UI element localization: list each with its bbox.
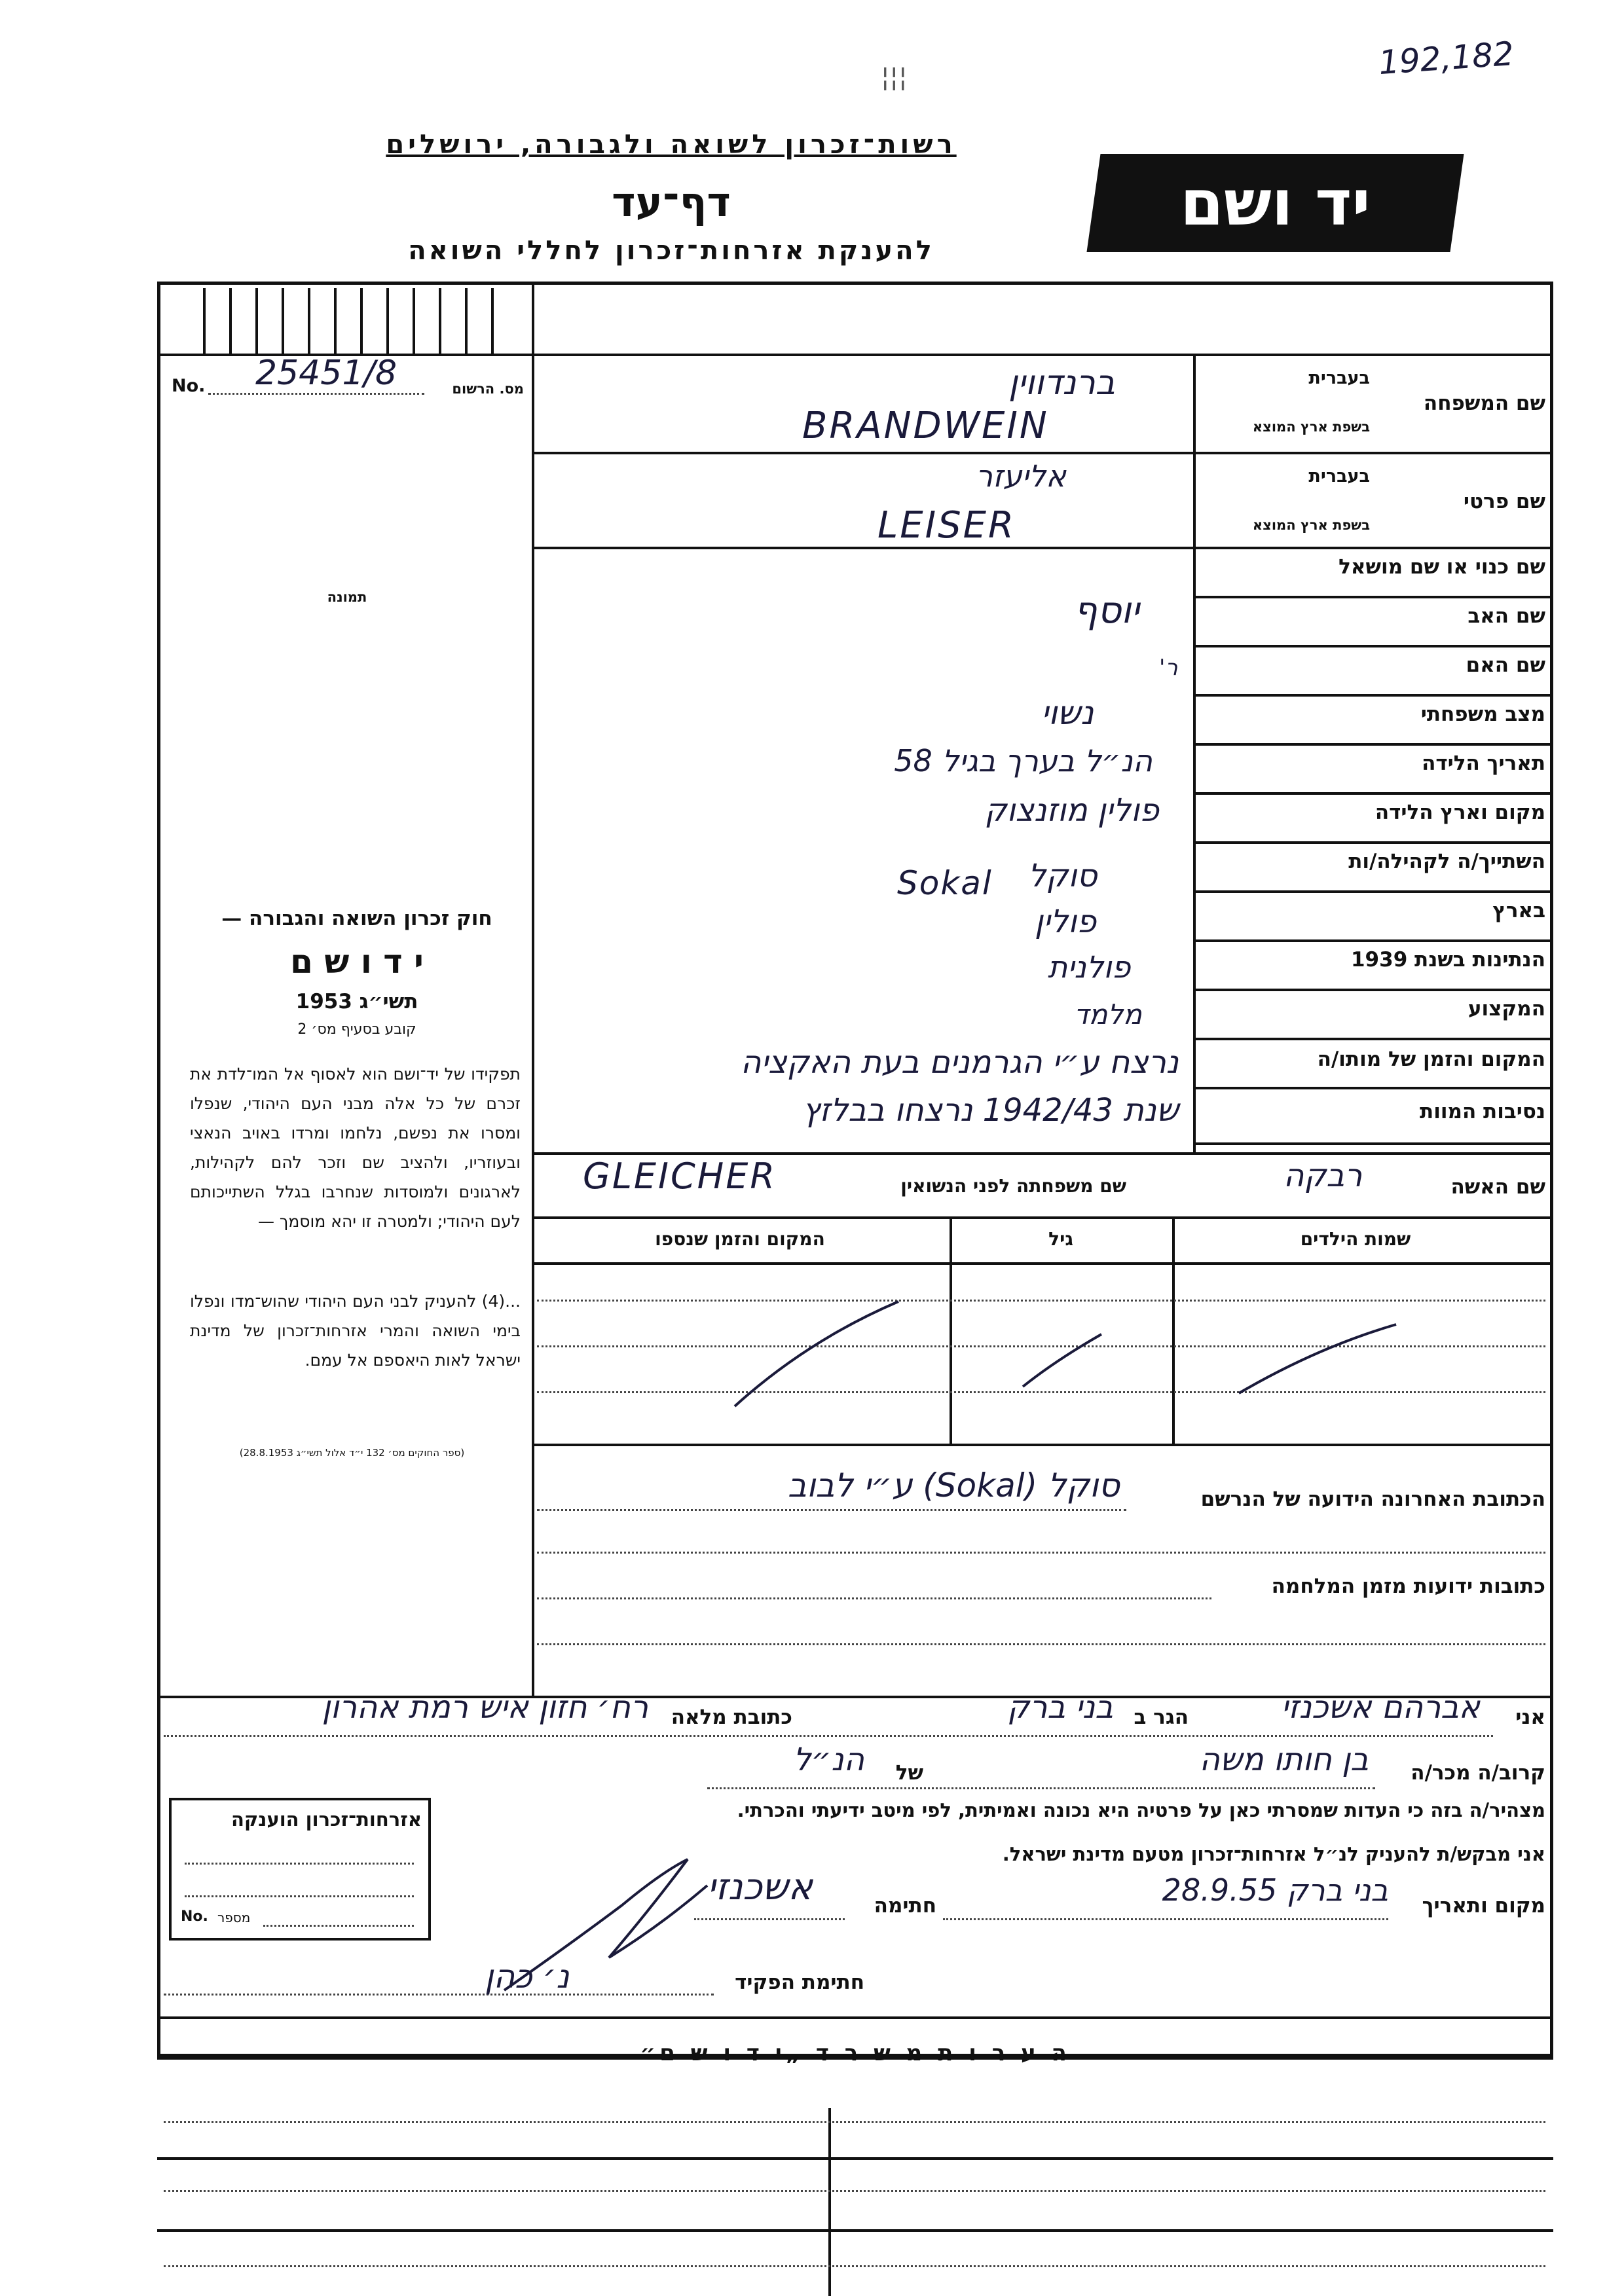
official-signature-scrawl (491, 1846, 740, 2003)
birthdate-label: תאריך הלידה (1422, 752, 1545, 775)
logo-text: יד ושם (1180, 166, 1371, 240)
photo-label: תמונה (327, 589, 367, 605)
declaration-statement-1: מצהיר/ה בזה כי העדות שמסרתי כאן על פרטיה היא נכונה ואמיתית, לפי מיטב ידיעתי והכרתי. (737, 1799, 1545, 1821)
death-place-value: נרצח ע״י הגרמנים בעת האקציה (741, 1044, 1179, 1081)
surname-origin-label: בשפת ארץ המוצא (1252, 419, 1370, 435)
of-label: של (895, 1761, 923, 1785)
surname-latin-value: BRANDWEIN (802, 405, 1049, 447)
wife-hebrew-value: רבקה (1283, 1157, 1363, 1194)
registration-line (208, 393, 424, 395)
death-place-label: המקום והזמן של מותו/ה (1317, 1048, 1545, 1071)
community-label: השתייך/ה לקהילה/ות (1348, 850, 1545, 873)
country-label: בארץ (1492, 899, 1545, 922)
index-boxes (177, 288, 530, 354)
profession-value: מלמד (1074, 998, 1142, 1030)
last-address-value: סוקל (Sokal) ע״י לבוב (787, 1467, 1120, 1504)
war-address-label: כתובות ידועות מזמן המלחמה (1271, 1575, 1545, 1598)
birthplace-value: פולין מוזנצוק (984, 792, 1159, 829)
declarant-i-label: אני (1515, 1705, 1545, 1729)
relation-value: בן חותו משה (1199, 1741, 1369, 1778)
form-title: דף־עד (612, 178, 731, 226)
death-cause-value: שנת 1942/43 נרצחו בבלזץ (802, 1092, 1179, 1129)
law-clause: קובע בסעיף מס׳ 2 (297, 1021, 416, 1038)
maiden-name-label: שם משפחתה לפני הנשואין (900, 1175, 1126, 1197)
full-address-label: כתובת מלאה (671, 1705, 792, 1729)
full-address-value: רח׳ חזון איש רמת אהרון (322, 1689, 648, 1726)
notes-heading: ה ע ר ו ת מ ש ר ד „י ד ו ש ם״ (640, 2040, 1071, 2066)
citizenship-label: הנתינות בשנת 1939 (1350, 948, 1545, 972)
document-number: 192,182 (1377, 34, 1515, 82)
law-paragraph-1: תפקידו של יד־ושם הוא לאסוף אל המו־לדת את זכרם של כל אלה מבני העם היהודי, שנפלו ומסרו את נפשם, נלחמו ומרדו באויב הנאצי ובעוזריו, ולהציב שם וזכר להם לקהילות, לארגונים ולמוסדות שנחרבו בגלל השתייכותם לעם היהודי; ולמטרה זו יהא מוסמך — (190, 1065, 521, 1231)
registration-no-label: No. (172, 376, 206, 396)
surname-hebrew-value: ברנדווין (1008, 363, 1115, 403)
of-value: הנ״ל (793, 1741, 864, 1778)
registration-value: 25451/8 (255, 354, 397, 393)
yad-vashem-logo (1086, 154, 1464, 252)
authority-title: רשות־זכרון לשואה ולגבורה, ירושלים (386, 130, 957, 160)
certificate-title: אזרחות־זכרון הוענקה (231, 1808, 422, 1831)
registration-label: מס. הרשום (452, 381, 524, 397)
certificate-number-label: מספר (217, 1910, 251, 1925)
official-signature-label: חתימת הפקיד (735, 1971, 864, 1994)
children-names-header: שמות הילדים (1300, 1228, 1411, 1250)
father-value: יוסף (1074, 589, 1139, 632)
profession-label: המקצוע (1467, 997, 1545, 1021)
signature-value: אשכנזי (707, 1866, 813, 1908)
birthplace-label: מקום וארץ הלידה (1375, 801, 1545, 824)
form-subtitle: להענקת אזרחות־זכרון לחללי השואה (408, 236, 934, 266)
community-hebrew-value: סוקל (1028, 858, 1098, 894)
residing-label: הגר ב (1134, 1705, 1189, 1729)
nickname-label: שם כנוי או שם מושאל (1338, 555, 1545, 579)
given-latin-value: LEISER (877, 504, 1016, 547)
law-paragraph-2: ...(4) להעניק לבני העם היהודי שהוש־מדו ונפלו בימי השואה והמרי אזרחות־זכרון של מדינת ישראל לאות היאספם אל עמם. (190, 1292, 521, 1370)
law-source: (ספר החוקים מס׳ 132 י״ד אלול תשי״ג 28.8.1953) (239, 1447, 465, 1459)
certificate-no-label: No. (181, 1908, 208, 1925)
children-strike-marks (532, 1262, 1553, 1446)
place-date-value: בני ברק 28.9.55 (1162, 1872, 1388, 1908)
residing-value: בני ברק (1007, 1689, 1113, 1726)
surname-label: שם המשפחה (1423, 392, 1545, 415)
certificate-box (169, 1798, 431, 1941)
citizenship-value: פולנית (1048, 949, 1131, 985)
given-hebrew-label: בעברית (1308, 466, 1370, 486)
law-name: י ד ו ש ם (290, 943, 424, 981)
mother-label: שם האם (1466, 653, 1545, 677)
relation-label: קרוב/ה מכר/ה (1411, 1761, 1545, 1785)
last-address-label: הכתובת האחרונה הידועה של הנרשם (1200, 1487, 1545, 1511)
marital-label: מצב משפחתי (1420, 702, 1545, 726)
given-origin-label: בשפת ארץ המוצא (1252, 517, 1370, 533)
mother-value: ר' (1159, 655, 1178, 681)
father-label: שם האב (1467, 604, 1545, 628)
place-date-label: מקום ותאריך (1422, 1894, 1545, 1918)
children-age-header: גיל (1048, 1228, 1073, 1250)
death-cause-label: נסיבות המוות (1420, 1100, 1545, 1123)
given-name-label: שם פרטי (1463, 490, 1545, 513)
maiden-name-value: GLEICHER (583, 1156, 777, 1197)
law-year: תשי״ג 1953 (295, 990, 418, 1013)
law-heading: חוק זכרון השואה והגבורה — (221, 907, 492, 930)
country-value: פולין (1035, 903, 1097, 940)
official-signature-value: נ׳ כהן (485, 1958, 570, 1995)
surname-hebrew-label: בעברית (1308, 368, 1370, 388)
declaration-statement-2: אני מבקש/ת להעניק לנ״ל אזרחות־זכרון מטעם מדינת ישראל. (1002, 1843, 1545, 1865)
community-latin-value: Sokal (897, 864, 993, 902)
marital-value: נשוי (1041, 694, 1094, 732)
birthdate-value: הנ״ל בערך בגיל 58 (894, 743, 1153, 778)
wife-label: שם האשה (1450, 1175, 1545, 1199)
signature-label: חתימה (874, 1894, 936, 1918)
given-hebrew-value: אליעזר (976, 458, 1066, 494)
stamp-marks: ¦¦¦ (881, 62, 908, 92)
children-death-header: המקום והזמן שנספו (655, 1228, 825, 1250)
declarant-name: אברהם אשכנזי (1281, 1689, 1480, 1726)
